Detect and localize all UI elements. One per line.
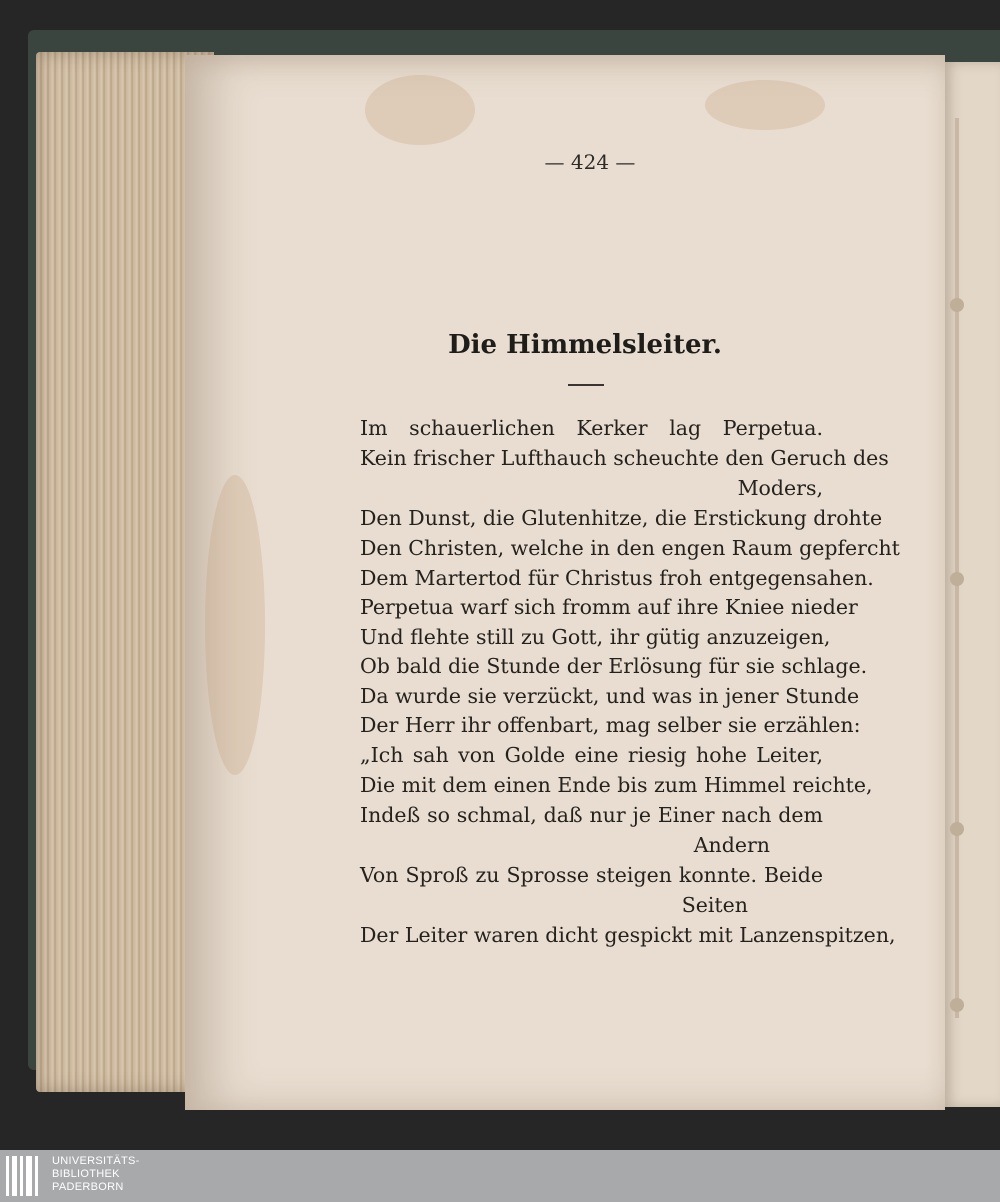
logo-line: PADERBORN — [52, 1181, 124, 1193]
poem-line: Von Sproß zu Sprosse steigen konnte. Beide — [360, 863, 823, 887]
library-logo-icon — [0, 1150, 46, 1202]
facing-page-edge — [942, 62, 1000, 1107]
logo-line: BIBLIOTHEK — [52, 1168, 120, 1180]
binding-knot — [950, 998, 964, 1012]
poem-line: Der Leiter waren dicht gespickt mit Lanzenspitzen, — [360, 923, 896, 947]
poem-line: Da wurde sie verzückt, und was in jener Stunde — [360, 684, 860, 708]
poem-line: Den Dunst, die Glutenhitze, die Erstickung drohte — [360, 506, 883, 530]
poem-line: Die mit dem einen Ende bis zum Himmel reichte, — [360, 773, 873, 797]
title-rule — [568, 384, 604, 386]
paper-stain — [205, 475, 265, 775]
logo-line: UNIVERSITÄTS- — [52, 1155, 140, 1167]
binding-knot — [950, 822, 964, 836]
poem-line: Ob bald die Stunde der Erlösung für sie schlage. — [360, 654, 868, 678]
poem-line: Dem Martertod für Christus froh entgegensahen. — [360, 566, 874, 590]
poem-line: Indeß so schmal, daß nur je Einer nach dem — [360, 803, 823, 827]
poem-line: Und flehte still zu Gott, ihr gütig anzuzeigen, — [360, 625, 831, 649]
poem-line: Der Herr ihr offenbart, mag selber sie erzählen: — [360, 713, 861, 737]
binding-thread — [955, 118, 959, 1018]
poem-line: Kein frischer Lufthauch scheuchte den Geruch des — [360, 446, 889, 470]
binding-knot — [950, 298, 964, 312]
library-logo-text — [52, 1155, 140, 1194]
page-number: — 424 — — [544, 150, 636, 174]
poem-line-continuation: Andern — [693, 833, 770, 857]
poem-line: Perpetua warf sich fromm auf ihre Kniee nieder — [360, 595, 858, 619]
library-footer — [0, 1150, 1000, 1202]
poem-title: Die Himmelsleiter. — [448, 330, 722, 360]
poem-line: „Ich sah von Golde eine riesig hohe Leiter, — [360, 743, 823, 767]
poem-line-continuation: Seiten — [681, 893, 748, 917]
binding-knot — [950, 572, 964, 586]
paper-stain — [365, 75, 475, 145]
paper-stain — [705, 80, 825, 130]
poem-line-continuation: Moders, — [737, 476, 823, 500]
poem-line: Den Christen, welche in den engen Raum gepfercht — [360, 536, 900, 560]
poem-line: Im schauerlichen Kerker lag Perpetua. — [360, 416, 823, 440]
